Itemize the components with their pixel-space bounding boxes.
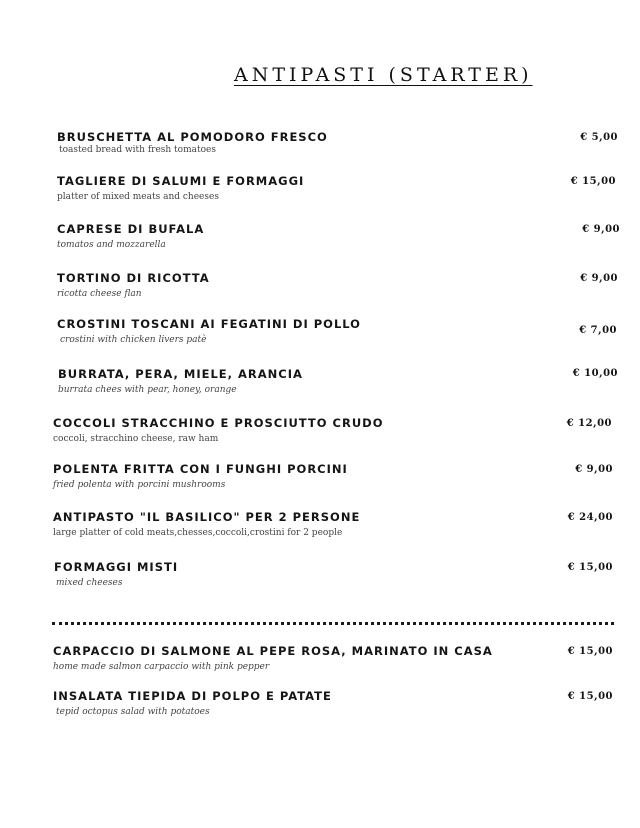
item-description: home made salmon carpaccio with pink pepper bbox=[53, 662, 270, 672]
item-name: CARPACCIO DI SALMONE AL PEPE ROSA, MARINATO IN CASA bbox=[53, 644, 493, 658]
item-description: coccoli, stracchino cheese, raw ham bbox=[53, 434, 219, 444]
item-description: mixed cheeses bbox=[56, 578, 123, 588]
item-description: burrata chees with pear, honey, orange bbox=[58, 385, 237, 395]
item-price: € 9,00 bbox=[582, 224, 620, 235]
menu-item-insalata-polpo bbox=[53, 689, 332, 718]
item-price: € 15,00 bbox=[567, 562, 613, 573]
menu-item-crostini bbox=[57, 317, 361, 346]
item-price: € 10,00 bbox=[572, 368, 618, 379]
item-price: € 15,00 bbox=[567, 646, 613, 657]
item-name: POLENTA FRITTA CON I FUNGHI PORCINI bbox=[53, 462, 348, 476]
item-description: crostini with chicken livers patè bbox=[60, 335, 207, 345]
menu-item-bruschetta bbox=[57, 130, 328, 156]
item-name: INSALATA TIEPIDA DI POLPO E PATATE bbox=[53, 689, 332, 703]
item-description: fried polenta with porcini mushrooms bbox=[53, 480, 226, 490]
menu-item-carpaccio-salmone bbox=[53, 644, 493, 673]
menu-item-tagliere bbox=[57, 174, 304, 203]
item-price: € 5,00 bbox=[580, 132, 618, 143]
item-name: CAPRESE DI BUFALA bbox=[57, 222, 205, 236]
item-description: platter of mixed meats and cheeses bbox=[57, 192, 219, 202]
item-name: CROSTINI TOSCANI AI FEGATINI DI POLLO bbox=[57, 317, 361, 331]
item-description: ricotta cheese flan bbox=[57, 289, 142, 299]
item-price: € 9,00 bbox=[580, 273, 618, 284]
menu-item-formaggi-misti bbox=[54, 560, 178, 589]
menu-item-polenta bbox=[53, 462, 348, 491]
item-name: BURRATA, PERA, MIELE, ARANCIA bbox=[58, 367, 303, 381]
item-price: € 7,00 bbox=[579, 325, 617, 336]
menu-item-antipasto-basilico bbox=[53, 510, 360, 539]
menu-item-coccoli bbox=[53, 416, 384, 445]
item-name: TORTINO DI RICOTTA bbox=[57, 271, 210, 285]
item-price: € 12,00 bbox=[566, 418, 612, 429]
item-name: TAGLIERE DI SALUMI E FORMAGGI bbox=[57, 174, 305, 188]
item-name: FORMAGGI MISTI bbox=[54, 560, 179, 574]
item-description: tepid octopus salad with potatoes bbox=[56, 707, 210, 717]
menu-item-burrata bbox=[58, 367, 303, 396]
item-price: € 15,00 bbox=[567, 691, 613, 702]
item-name: BRUSCHETTA AL POMODORO FRESCO bbox=[57, 130, 328, 144]
item-description: toasted bread with fresh tomatoes bbox=[59, 145, 216, 155]
item-name: COCCOLI STRACCHINO E PROSCIUTTO CRUDO bbox=[53, 416, 384, 430]
menu-title: ANTIPASTI (STARTER) bbox=[234, 64, 533, 86]
item-name: ANTIPASTO "IL BASILICO" PER 2 PERSONE bbox=[53, 510, 361, 524]
dotted-divider bbox=[52, 622, 614, 625]
item-description: large platter of cold meats,chesses,coccoli,crostini for 2 people bbox=[53, 528, 343, 538]
item-price: € 24,00 bbox=[567, 512, 613, 523]
item-description: tomatos and mozzarella bbox=[57, 240, 166, 250]
menu-item-caprese bbox=[57, 222, 204, 251]
item-price: € 15,00 bbox=[570, 176, 616, 187]
menu-item-tortino bbox=[57, 271, 210, 300]
item-price: € 9,00 bbox=[575, 464, 613, 475]
